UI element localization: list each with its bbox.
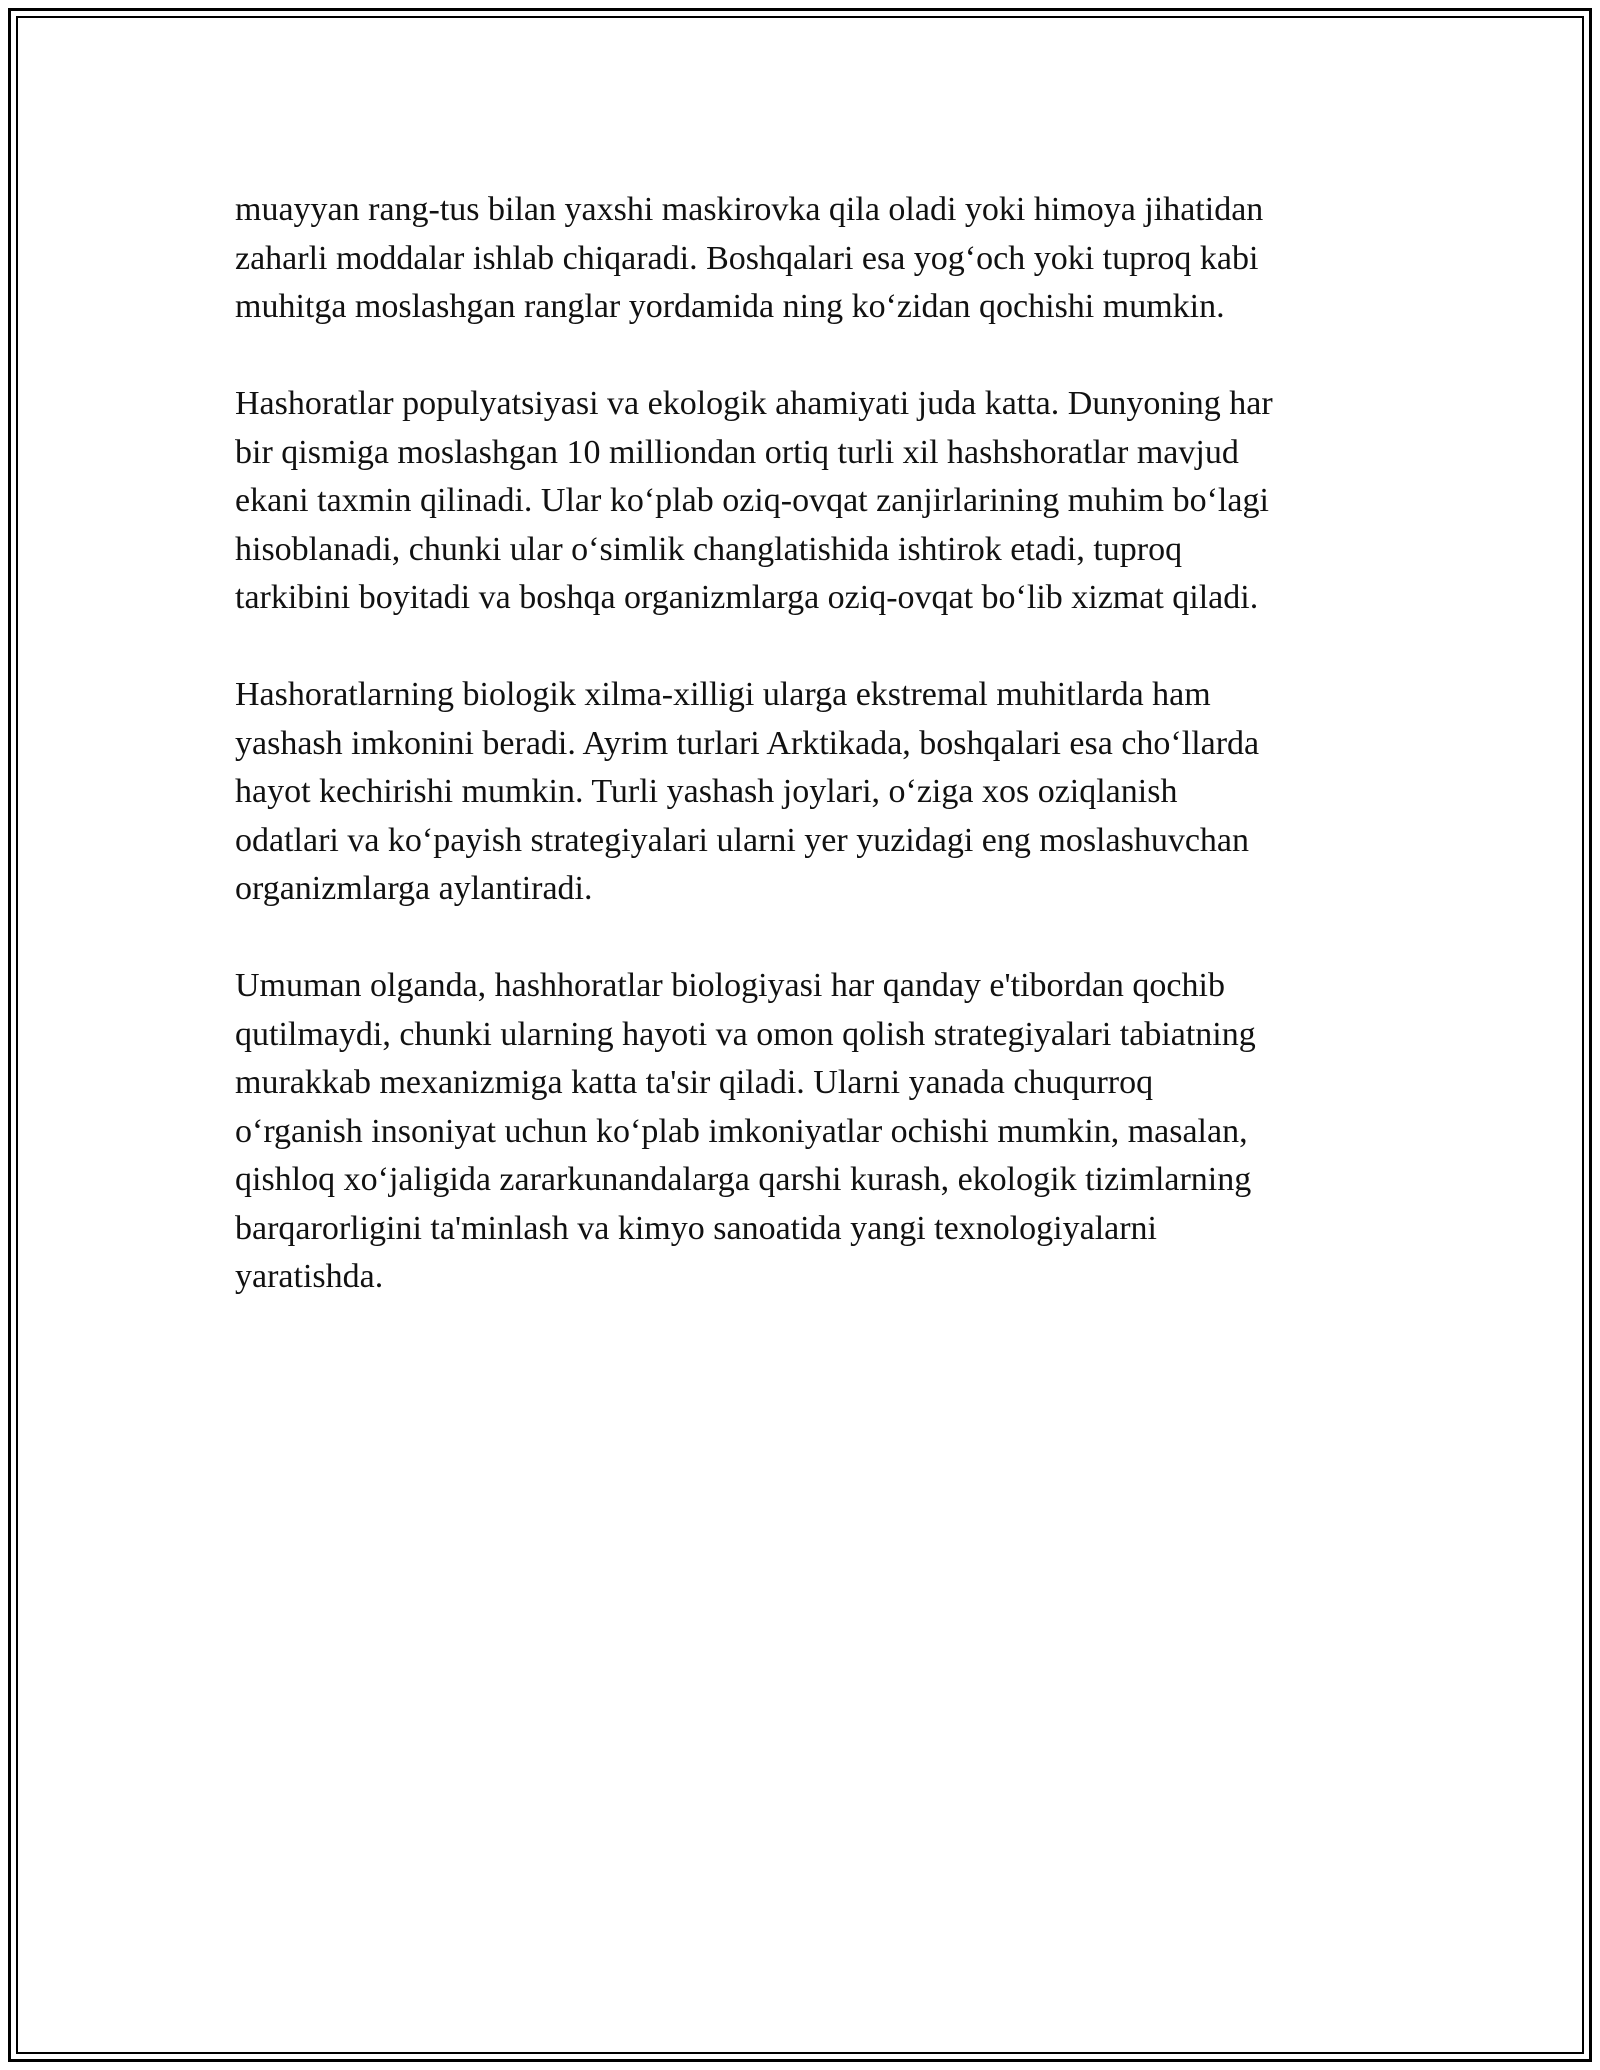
text-line: Hashoratlar populyatsiyasi va ekologik ahamiyati juda katta. Dunyoning har <box>235 385 1273 422</box>
text-line: muhitga moslashgan ranglar yordamida ning ko‘zidan qochishi mumkin. <box>235 288 1225 325</box>
text-line: barqarorligini ta'minlash va kimyo sanoatida yangi texnologiyalarni <box>235 1209 1158 1247</box>
text-line: bir qismiga moslashgan 10 milliondan ortiq turli xil hashshoratlar mavjud <box>235 433 1239 471</box>
text-line: qishloq xo‘jaligida zararkunandalarga qarshi kurash, ekologik tizimlarning <box>235 1161 1252 1198</box>
text-line: Umuman olganda, hashhoratlar biologiyasi har qanday e'tibordan qochib <box>235 967 1225 1004</box>
text-line: hayot kechirishi mumkin. Turli yashash joylari, o‘ziga xos oziqlanish <box>235 773 1178 810</box>
text-line: Hashoratlarning biologik xilma-xilligi ularga ekstremal muhitlarda ham <box>235 676 1211 713</box>
paragraph-1 <box>235 186 1395 332</box>
text-line: organizmlarga aylantiradi. <box>235 870 593 907</box>
text-line: tarkibini boyitadi va boshqa organizmlarga oziq-ovqat bo‘lib xizmat qiladi. <box>235 579 1259 616</box>
text-line: yaratishda. <box>235 1258 384 1295</box>
paragraph-3 <box>235 671 1395 914</box>
text-line: odatlari va ko‘payish strategiyalari ularni yer yuzidagi eng moslashuvchan <box>235 821 1250 859</box>
text-line: zaharli moddalar ishlab chiqaradi. Boshqalari esa yog‘och yoki tuproq kabi <box>235 239 1259 277</box>
text-line: murakkab mexanizmiga katta ta'sir qiladi. Ularni yanada chuqurroq <box>235 1064 1154 1101</box>
text-line: qutilmaydi, chunki ularning hayoti va omon qolish strategiyalari tabiatning <box>235 1015 1256 1053</box>
text-line: o‘rganish insoniyat uchun ko‘plab imkoniyatlar ochishi mumkin, masalan, <box>235 1112 1248 1150</box>
text-line: muayyan rang-tus bilan yaxshi maskirovka qila oladi yoki himoya jihatidan <box>235 191 1264 228</box>
paragraph-4 <box>235 962 1395 1302</box>
text-line: yashash imkonini beradi. Ayrim turlari Arktikada, boshqalari esa cho‘llarda <box>235 724 1260 762</box>
document-body <box>235 186 1395 1350</box>
text-line: ekani taxmin qilinadi. Ular ko‘plab oziq-ovqat zanjirlarining muhim bo‘lagi <box>235 482 1269 519</box>
paragraph-2 <box>235 380 1395 623</box>
text-line: hisoblanadi, chunki ular o‘simlik changlatishida ishtirok etadi, tuproq <box>235 530 1183 568</box>
